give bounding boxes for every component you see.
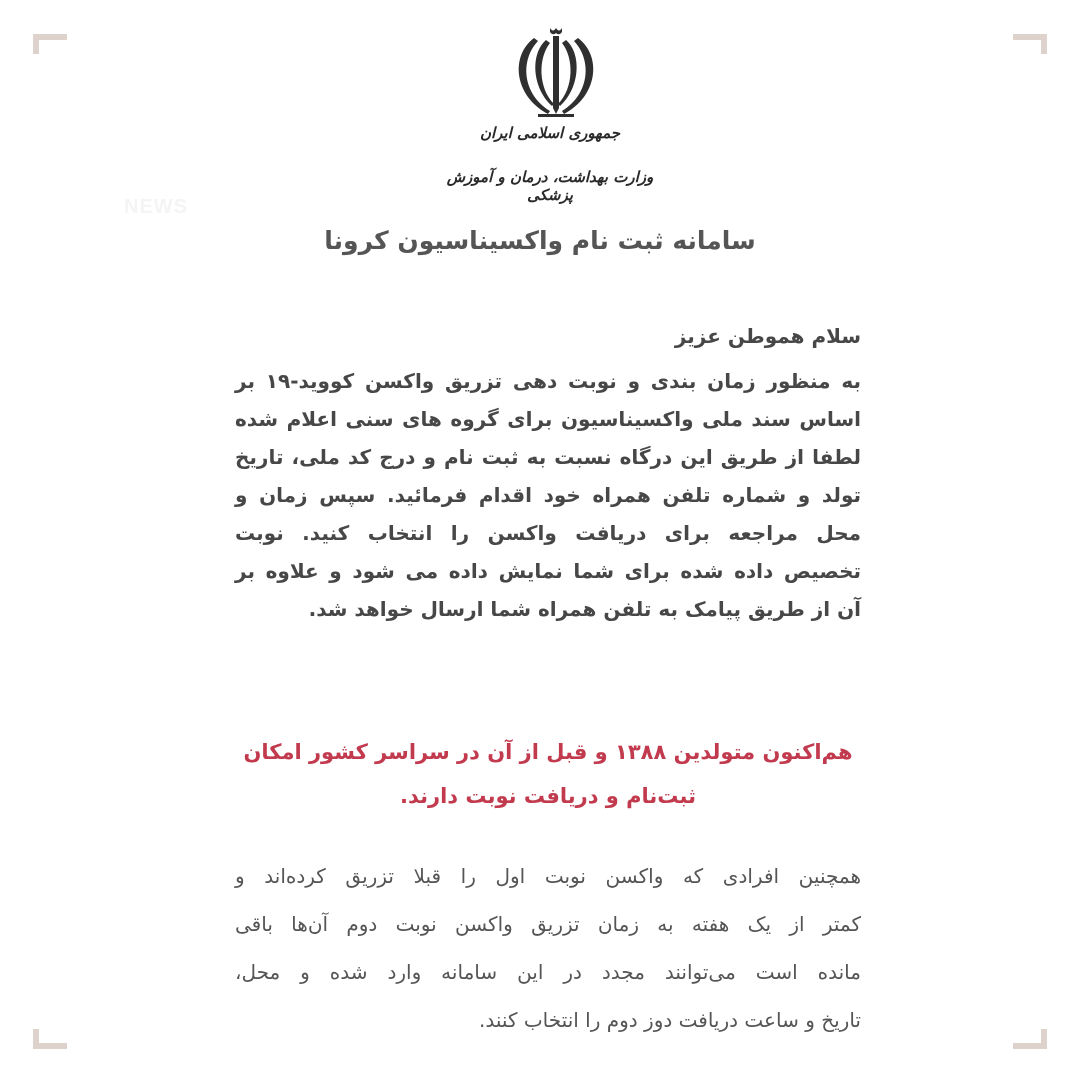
corner-mark-top-left — [33, 34, 67, 54]
notice-line: هم‌اکنون متولدین ۱۳۸۸ و قبل از آن در سراسر کشور امکان — [243, 740, 853, 764]
emblem-of-iran-icon — [508, 26, 604, 122]
paragraph-line: کمتر از یک هفته به زمان تزریق واکسن نوبت دوم آن‌ها باقی — [235, 912, 861, 936]
watermark — [124, 196, 188, 218]
paragraph-line: همچنین افرادی که واکسن نوبت اول را قبلا تزریق کرده‌اند و — [235, 864, 861, 888]
page-title: سامانه ثبت نام واکسیناسیون کرونا — [324, 226, 756, 255]
paragraph-line: تاریخ و ساعت دریافت دوز دوم را انتخاب کنند. — [479, 1008, 861, 1032]
org-name-line-1: جمهوری اسلامی ایران — [479, 124, 621, 142]
second-dose-paragraph — [235, 852, 861, 1044]
greeting: سلام هموطن عزیز — [674, 324, 861, 348]
paragraph-line: تخصیص داده شده برای شما نمایش داده می شود و علاوه بر — [235, 559, 861, 583]
corner-mark-top-right — [1013, 34, 1047, 54]
instructions-paragraph — [235, 362, 861, 628]
paragraph-line: آن از طریق پیامک به تلفن همراه شما ارسال خواهد شد. — [308, 597, 861, 621]
corner-mark-bottom-left — [33, 1029, 67, 1049]
paragraph-line: لطفا از طریق این درگاه نسبت به ثبت نام و درج کد ملی، تاریخ — [235, 445, 861, 469]
watermark-text: NEWS — [124, 196, 188, 218]
corner-mark-bottom-right — [1013, 1029, 1047, 1049]
paragraph-line: مانده است می‌توانند مجدد در این سامانه وارد شده و محل، — [235, 960, 861, 984]
paragraph-line: تولد و شماره تلفن همراه خود اقدام فرمائید. سپس زمان و — [235, 483, 861, 507]
paragraph-line: اساس سند ملی واکسیناسیون برای گروه های سنی اعلام شده — [235, 407, 861, 431]
notice-line: ثبت‌نام و دریافت نوبت دارند. — [400, 784, 696, 808]
eligibility-notice — [235, 730, 861, 818]
org-name-line-2: وزارت بهداشت، درمان و آموزش پزشکی — [446, 168, 654, 204]
paragraph-line: به منظور زمان بندی و نوبت دهی تزریق واکسن کووید-۱۹ بر — [235, 369, 861, 393]
paragraph-line: محل مراجعه برای دریافت واکسن را انتخاب کنید. نوبت — [235, 521, 861, 545]
